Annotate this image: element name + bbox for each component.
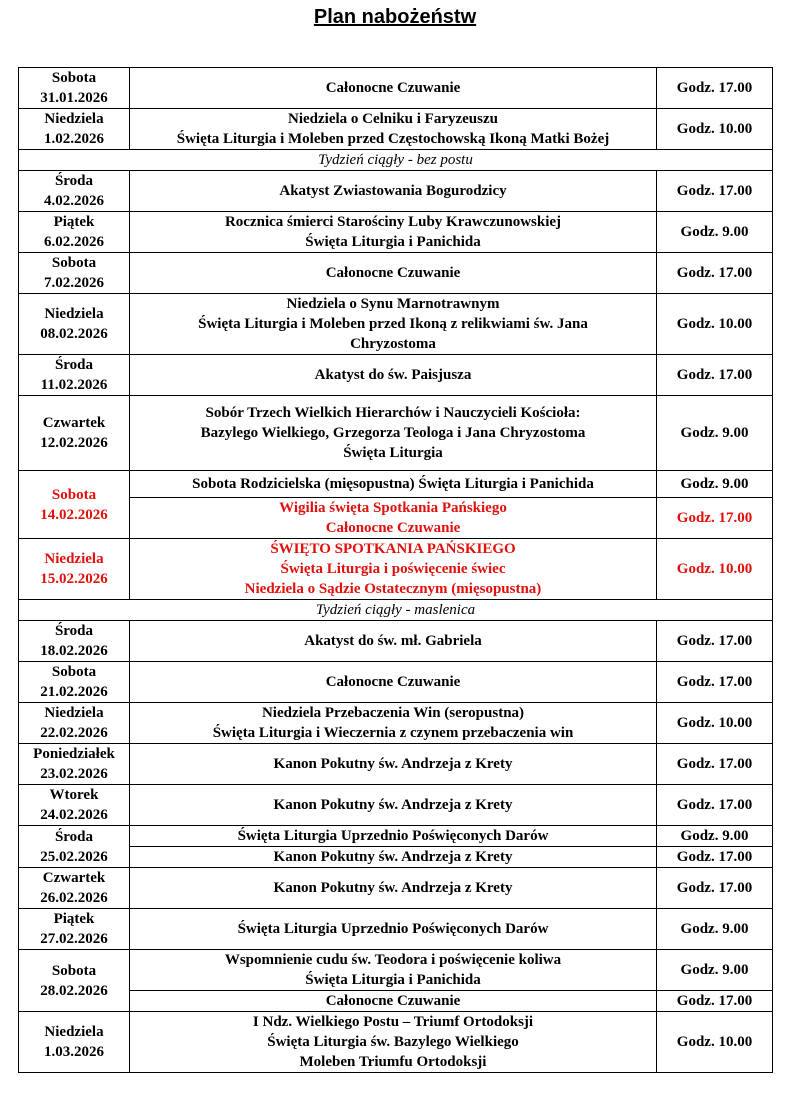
table-row (19, 498, 773, 539)
time-cell: Godz. 17.00 (657, 253, 773, 294)
time-cell: Godz. 17.00 (657, 68, 773, 109)
service-cell (130, 703, 657, 744)
service-cell: Święta Liturgia Uprzednio Poświęconych Darów (130, 909, 657, 950)
table-row (19, 471, 773, 498)
date: 15.02.2026 (40, 571, 108, 587)
day-name: Niedziela (44, 1024, 104, 1040)
service-line: Święta Liturgia św. Bazylego Wielkiego (267, 1034, 519, 1050)
day-cell (19, 950, 130, 1012)
table-row (19, 785, 773, 826)
table-row (19, 294, 773, 355)
time-cell: Godz. 17.00 (657, 171, 773, 212)
service-line: ŚWIĘTO SPOTKANIA PAŃSKIEGO (270, 541, 516, 557)
service-line: Święta Liturgia (343, 445, 443, 461)
service-cell (130, 396, 657, 471)
service-cell: Święta Liturgia Uprzednio Poświęconych Darów (130, 826, 657, 847)
time-cell: Godz. 17.00 (657, 621, 773, 662)
table-row (19, 539, 773, 600)
date: 28.02.2026 (40, 982, 108, 999)
date: 22.02.2026 (40, 725, 108, 741)
day-name: Wtorek (49, 787, 99, 803)
day-cell (19, 826, 130, 868)
day-cell (19, 471, 130, 539)
service-line: Święta Liturgia i Moleben przed Częstochowską Ikoną Matki Bożej (176, 131, 610, 147)
day-cell (19, 662, 130, 703)
day-name: Sobota (51, 664, 97, 680)
date: 1.02.2026 (44, 131, 104, 147)
week-separator-row (19, 600, 773, 621)
service-line: I Ndz. Wielkiego Postu – Triumf Ortodoksji (252, 1014, 534, 1030)
table-row (19, 991, 773, 1012)
service-cell (130, 1012, 657, 1073)
service-cell: Całonocne Czuwanie (130, 991, 657, 1012)
service-line: Sobór Trzech Wielkich Hierarchów i Nauczycieli Kościoła: (205, 405, 581, 421)
service-cell: Akatyst do św. mł. Gabriela (130, 621, 657, 662)
time-cell: Godz. 9.00 (657, 909, 773, 950)
page-title: Plan nabożeństw (313, 6, 477, 28)
date: 26.02.2026 (40, 890, 108, 906)
service-cell: Całonocne Czuwanie (130, 68, 657, 109)
service-line: Całonocne Czuwanie (325, 520, 461, 536)
day-cell (19, 1012, 130, 1073)
time-cell: Godz. 9.00 (657, 212, 773, 253)
service-line: Rocznica śmierci Starościny Luby Krawczunowskiej (224, 214, 562, 230)
table-row (19, 171, 773, 212)
date: 18.02.2026 (40, 643, 108, 659)
week-label: Tydzień ciągły - bez postu (19, 150, 773, 171)
table-row (19, 621, 773, 662)
date: 7.02.2026 (44, 275, 104, 291)
day-cell (19, 253, 130, 294)
schedule-table (18, 67, 773, 1073)
service-line: Wspomnienie cudu św. Teodora i poświęcenie koliwa (224, 952, 562, 968)
table-row (19, 909, 773, 950)
day-name: Czwartek (42, 870, 106, 886)
table-row (19, 253, 773, 294)
day-name: Sobota (51, 962, 97, 979)
day-cell (19, 744, 130, 785)
service-line: Niedziela o Celniku i Faryzeuszu (288, 111, 498, 127)
service-cell: Kanon Pokutny św. Andrzeja z Krety (130, 744, 657, 785)
service-cell: Akatyst Zwiastowania Bogurodzicy (130, 171, 657, 212)
day-name: Niedziela (44, 705, 104, 721)
time-cell: Godz. 10.00 (657, 703, 773, 744)
service-cell (130, 109, 657, 150)
day-name: Niedziela (44, 111, 104, 127)
time-cell: Godz. 17.00 (657, 662, 773, 703)
service-line: Święta Liturgia i Panichida (305, 972, 481, 988)
time-cell: Godz. 17.00 (657, 785, 773, 826)
day-name: Środa (54, 173, 94, 189)
time-cell: Godz. 10.00 (657, 1012, 773, 1073)
day-cell (19, 621, 130, 662)
service-line: Niedziela Przebaczenia Win (seropustna) (261, 705, 525, 721)
table-row (19, 212, 773, 253)
time-cell: Godz. 17.00 (657, 355, 773, 396)
day-cell (19, 396, 130, 471)
service-cell: Sobota Rodzicielska (mięsopustna) Święta Liturgia i Panichida (130, 471, 657, 498)
service-line: Wigilia święta Spotkania Pańskiego (279, 500, 507, 516)
date: 25.02.2026 (40, 848, 108, 865)
day-name: Środa (54, 828, 94, 845)
service-cell: Całonocne Czuwanie (130, 662, 657, 703)
day-name: Środa (54, 357, 94, 373)
service-line: Bazylego Wielkiego, Grzegorza Teologa i Jana Chryzostoma (200, 425, 586, 441)
service-line: Święta Liturgia i Wieczernia z czynem przebaczenia win (212, 725, 574, 741)
week-label: Tydzień ciągły - maslenica (19, 600, 773, 621)
table-row (19, 847, 773, 868)
service-cell: Kanon Pokutny św. Andrzeja z Krety (130, 785, 657, 826)
service-cell: Kanon Pokutny św. Andrzeja z Krety (130, 868, 657, 909)
table-row (19, 355, 773, 396)
day-name: Piątek (53, 911, 95, 927)
time-cell: Godz. 17.00 (657, 868, 773, 909)
time-cell: Godz. 9.00 (657, 471, 773, 498)
day-name: Środa (54, 623, 94, 639)
day-cell (19, 171, 130, 212)
day-name: Sobota (51, 70, 97, 86)
day-name: Niedziela (44, 306, 104, 322)
service-line: Moleben Triumfu Ortodoksji (299, 1054, 487, 1070)
day-cell (19, 703, 130, 744)
time-cell: Godz. 9.00 (657, 950, 773, 991)
day-cell (19, 212, 130, 253)
table-row (19, 950, 773, 991)
day-cell (19, 109, 130, 150)
date: 23.02.2026 (40, 766, 108, 782)
service-cell (130, 294, 657, 355)
time-cell: Godz. 9.00 (657, 396, 773, 471)
date: 14.02.2026 (40, 506, 108, 523)
day-cell (19, 294, 130, 355)
service-line: Niedziela o Sądzie Ostatecznym (mięsopustna) (244, 581, 542, 597)
table-row (19, 109, 773, 150)
table-row (19, 703, 773, 744)
time-cell: Godz. 17.00 (657, 991, 773, 1012)
table-row (19, 826, 773, 847)
date: 4.02.2026 (44, 193, 104, 209)
table-row (19, 396, 773, 471)
service-cell (130, 539, 657, 600)
date: 08.02.2026 (40, 326, 108, 342)
day-name: Poniedziałek (33, 746, 115, 762)
service-cell (130, 950, 657, 991)
table-row (19, 662, 773, 703)
table-row (19, 1012, 773, 1073)
time-cell: Godz. 10.00 (657, 539, 773, 600)
service-cell (130, 498, 657, 539)
day-name: Sobota (51, 486, 97, 503)
service-line: Chryzostoma (350, 336, 436, 352)
day-cell (19, 785, 130, 826)
service-cell: Całonocne Czuwanie (130, 253, 657, 294)
date: 31.01.2026 (40, 90, 108, 106)
time-cell: Godz. 10.00 (657, 109, 773, 150)
day-cell (19, 68, 130, 109)
week-separator-row (19, 150, 773, 171)
date: 6.02.2026 (44, 234, 104, 250)
day-name: Czwartek (42, 415, 106, 431)
day-cell (19, 909, 130, 950)
day-cell (19, 355, 130, 396)
date: 12.02.2026 (40, 435, 108, 451)
time-cell: Godz. 10.00 (657, 294, 773, 355)
service-line: Święta Liturgia i poświęcenie świec (280, 561, 506, 577)
day-name: Niedziela (44, 551, 104, 567)
service-line: Święta Liturgia i Moleben przed Ikoną z relikwiami św. Jana (198, 316, 588, 332)
time-cell: Godz. 9.00 (657, 826, 773, 847)
time-cell: Godz. 17.00 (657, 498, 773, 539)
date: 1.03.2026 (44, 1044, 104, 1060)
service-line: Święta Liturgia i Panichida (305, 234, 481, 250)
day-name: Piątek (53, 214, 95, 230)
date: 11.02.2026 (40, 377, 108, 393)
service-cell: Kanon Pokutny św. Andrzeja z Krety (130, 847, 657, 868)
table-row (19, 744, 773, 785)
time-cell: Godz. 17.00 (657, 847, 773, 868)
time-cell: Godz. 17.00 (657, 744, 773, 785)
date: 27.02.2026 (40, 931, 108, 947)
service-line: Niedziela o Synu Marnotrawnym (286, 296, 500, 312)
day-cell (19, 539, 130, 600)
date: 24.02.2026 (40, 807, 108, 823)
table-row (19, 68, 773, 109)
day-name: Sobota (51, 255, 97, 271)
date: 21.02.2026 (40, 684, 108, 700)
service-cell (130, 212, 657, 253)
table-row (19, 868, 773, 909)
service-cell: Akatyst do św. Paisjusza (130, 355, 657, 396)
day-cell (19, 868, 130, 909)
